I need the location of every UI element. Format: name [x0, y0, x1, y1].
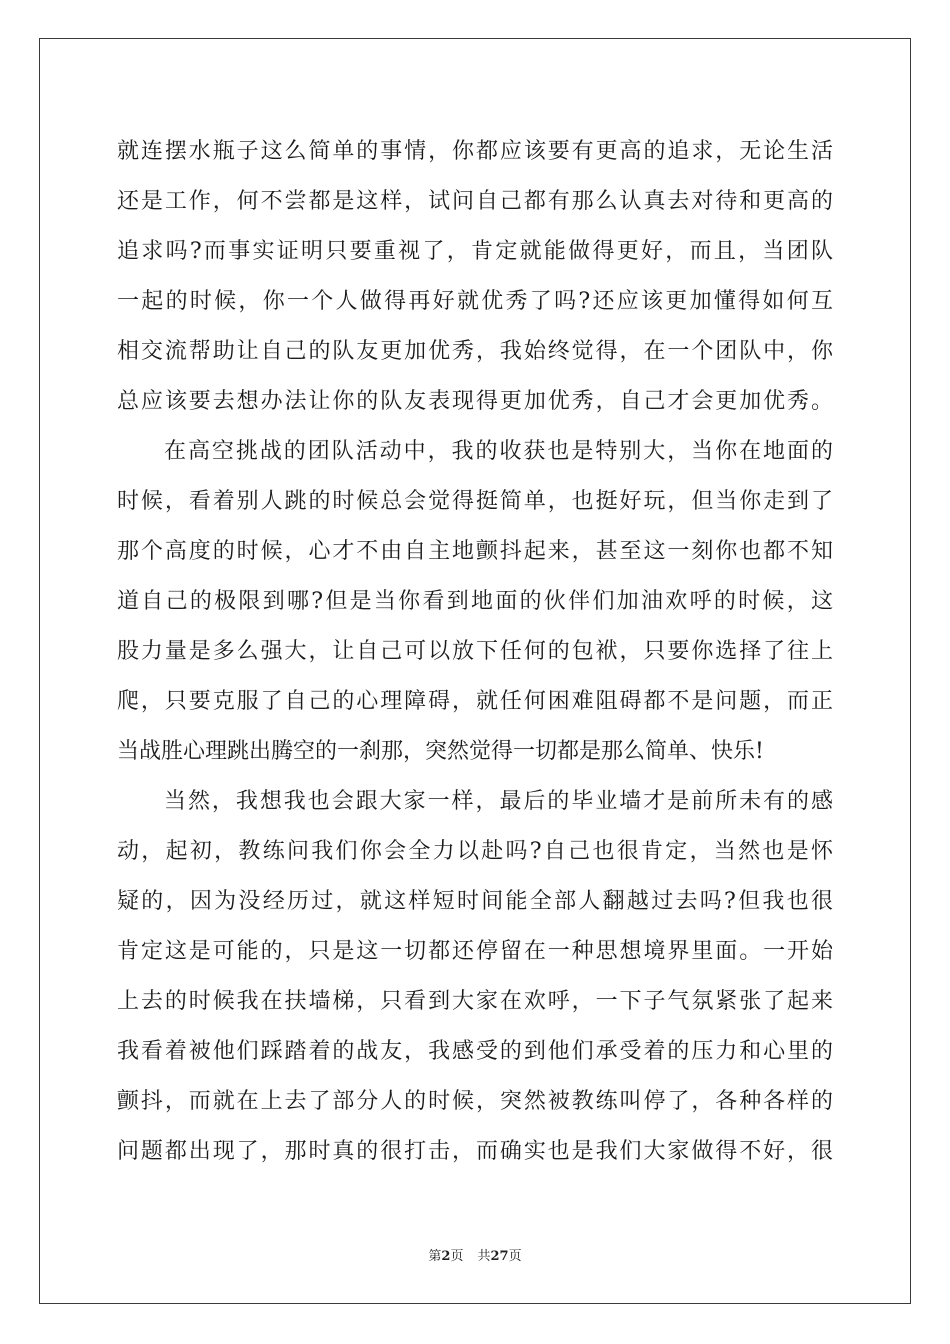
paragraph: [117, 777, 833, 1177]
text-line: 当然，我想我也会跟大家一样，最后的毕业墙才是前所未有的感: [164, 789, 833, 814]
text-line: 我看着被他们踩踏着的战友，我感受的到他们承受着的压力和心里的: [117, 1039, 833, 1064]
text-line: 肯定这是可能的，只是这一切都还停留在一种思想境界里面。一开始: [117, 939, 833, 964]
paragraph: [117, 127, 833, 427]
text-line: 那个高度的时候，心才不由自主地颤抖起来，甚至这一刻你也都不知: [117, 539, 833, 564]
text-line: 一起的时候，你一个人做得再好就优秀了吗?还应该更加懂得如何互: [117, 289, 833, 314]
text-line: 上去的时候我在扶墙梯，只看到大家在欢呼，一下子气氛紧张了起来: [117, 989, 833, 1014]
text-line: 爬，只要克服了自己的心理障碍，就任何困难阻碍都不是问题，而正: [117, 689, 833, 714]
text-line: 股力量是多么强大，让自己可以放下任何的包袱，只要你选择了往上: [117, 639, 833, 664]
text-line: 动，起初，教练问我们你会全力以赴吗?自己也很肯定，当然也是怀: [117, 839, 833, 864]
text-line: 道自己的极限到哪?但是当你看到地面的伙伴们加油欢呼的时候，这: [117, 589, 833, 614]
total-prefix: 共: [477, 1249, 491, 1264]
paragraph: [117, 427, 833, 777]
text-line: 就连摆水瓶子这么简单的事情，你都应该要有更高的追求，无论生活: [117, 139, 833, 164]
text-line: 时候，看着别人跳的时候总会觉得挺简单，也挺好玩，但当你走到了: [117, 489, 833, 514]
page-footer: [0, 1245, 950, 1264]
document-body: [117, 127, 833, 1177]
text-line: 总应该要去想办法让你的队友表现得更加优秀，自己才会更加优秀。: [117, 389, 833, 414]
text-line: 颤抖，而就在上去了部分人的时候，突然被教练叫停了，各种各样的: [117, 1089, 833, 1114]
page-unit: 页: [450, 1249, 464, 1264]
total-unit: 页: [508, 1249, 522, 1264]
current-page-number: 2: [441, 1249, 451, 1264]
text-line: 相交流帮助让自己的队友更加优秀，我始终觉得，在一个团队中，你: [117, 339, 833, 364]
text-line: 追求吗?而事实证明只要重视了，肯定就能做得更好，而且，当团队: [117, 239, 833, 264]
text-line: 还是工作，何不尝都是这样，试问自己都有那么认真去对待和更高的: [117, 189, 833, 214]
text-line: 在高空挑战的团队活动中，我的收获也是特别大，当你在地面的: [164, 439, 833, 464]
text-line: 当战胜心理跳出腾空的一刹那，突然觉得一切都是那么简单、快乐!: [117, 739, 764, 764]
total-page-number: 27: [490, 1249, 509, 1264]
page-prefix: 第: [428, 1249, 442, 1264]
text-line: 问题都出现了，那时真的很打击，而确实也是我们大家做得不好，很: [117, 1139, 833, 1164]
text-line: 疑的，因为没经历过，就这样短时间能全部人翻越过去吗?但我也很: [117, 889, 833, 914]
